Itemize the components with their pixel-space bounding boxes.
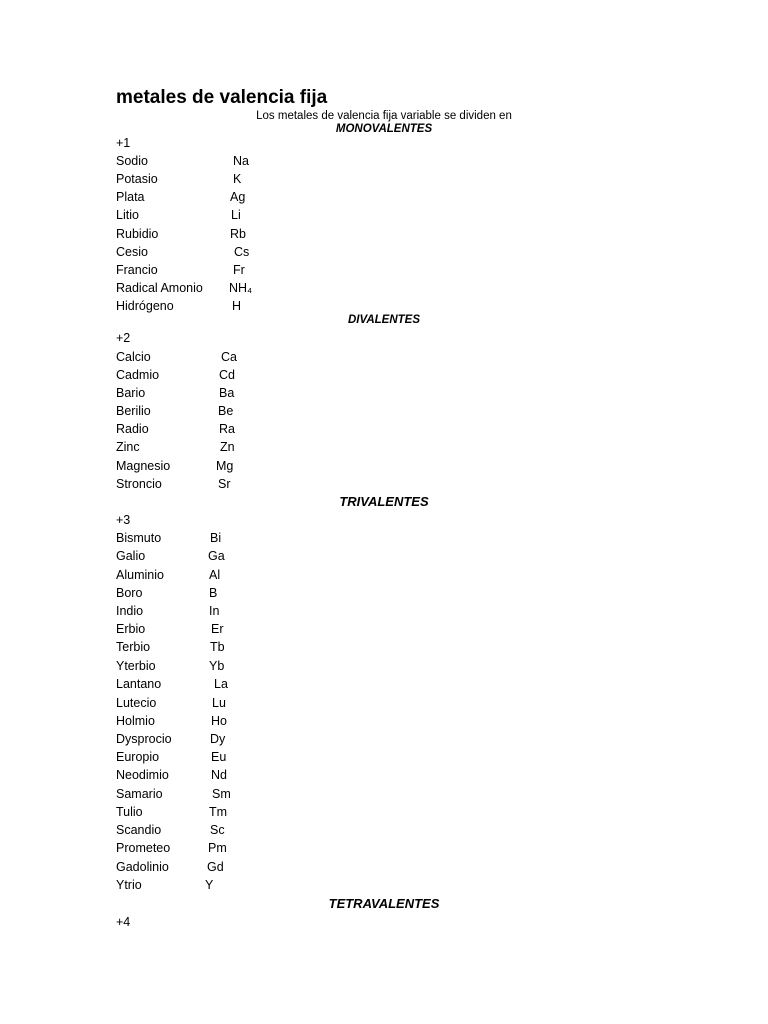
element-name: Radical Amonio <box>116 281 203 295</box>
element-name: Boro <box>116 586 143 600</box>
element-symbol: Cd <box>219 368 235 382</box>
element-name: Tulio <box>116 805 143 819</box>
element-name: Stroncio <box>116 477 162 491</box>
element-name: Cadmio <box>116 368 160 382</box>
document-title: metales de valencia fija <box>116 87 328 108</box>
element-name: Hidrógeno <box>116 299 174 313</box>
element-symbol: Dy <box>210 732 226 746</box>
element-symbol: Er <box>211 622 224 636</box>
element-name: Scandio <box>116 823 162 837</box>
element-symbol: Sm <box>212 787 231 801</box>
element-symbol: Gd <box>207 860 224 874</box>
element-name: Terbio <box>116 640 151 654</box>
element-symbol: NH₄ <box>229 281 253 295</box>
element-name: Galio <box>116 549 146 563</box>
element-name: Erbio <box>116 622 146 636</box>
group-valence-divalentes: +2 <box>116 331 131 345</box>
element-name: Berilio <box>116 404 151 418</box>
element-symbol: Rb <box>230 227 246 241</box>
group-heading-trivalentes: TRIVALENTES <box>339 494 429 509</box>
element-symbol: Y <box>205 878 214 892</box>
element-name: Zinc <box>116 440 140 454</box>
element-name: Potasio <box>116 172 158 186</box>
element-name: Aluminio <box>116 568 164 582</box>
element-name: Cesio <box>116 245 148 259</box>
element-symbol: Tm <box>209 805 228 819</box>
element-name: Rubidio <box>116 227 159 241</box>
element-name: Europio <box>116 750 160 764</box>
element-name: Francio <box>116 263 158 277</box>
element-symbol: Bi <box>210 531 222 545</box>
element-symbol: Zn <box>220 440 235 454</box>
element-symbol: B <box>209 586 218 600</box>
element-symbol: Ag <box>230 190 246 204</box>
group-heading-tetravalentes: TETRAVALENTES <box>328 896 440 911</box>
element-name: Samario <box>116 787 163 801</box>
element-symbol: Fr <box>233 263 245 277</box>
element-symbol: Ho <box>211 714 227 728</box>
element-symbol: H <box>232 299 242 313</box>
element-name: Bario <box>116 386 146 400</box>
element-name: Indio <box>116 604 144 618</box>
group-valence-trivalentes: +3 <box>116 513 131 527</box>
element-name: Radio <box>116 422 149 436</box>
element-symbol: Li <box>231 208 241 222</box>
element-symbol: Pm <box>208 841 227 855</box>
element-name: Magnesio <box>116 459 171 473</box>
element-symbol: In <box>209 604 220 618</box>
element-symbol: Ba <box>219 386 235 400</box>
element-name: Plata <box>116 190 145 204</box>
element-name: Dysprocio <box>116 732 172 746</box>
element-name: Sodio <box>116 154 148 168</box>
element-symbol: Ga <box>208 549 225 563</box>
element-name: Lutecio <box>116 696 157 710</box>
group-heading-monovalentes: MONOVALENTES <box>335 123 433 135</box>
element-name: Prometeo <box>116 841 171 855</box>
group-valence-tetravalentes: +4 <box>116 915 131 929</box>
element-symbol: Ca <box>221 350 237 364</box>
element-name: Calcio <box>116 350 151 364</box>
element-symbol: Be <box>218 404 234 418</box>
element-symbol: La <box>214 677 228 691</box>
element-name: Neodimio <box>116 768 169 782</box>
element-symbol: Mg <box>216 459 234 473</box>
element-name: Holmio <box>116 714 155 728</box>
element-symbol: Lu <box>212 696 226 710</box>
element-symbol: Sr <box>218 477 231 491</box>
element-symbol: Nd <box>211 768 227 782</box>
element-name: Yterbio <box>116 659 156 673</box>
element-name: Ytrio <box>116 878 142 892</box>
document-subtitle: Los metales de valencia fija variable se dividen en <box>256 110 512 122</box>
element-symbol: Sc <box>210 823 225 837</box>
element-symbol: Cs <box>234 245 250 259</box>
element-symbol: Na <box>233 154 249 168</box>
element-symbol: Ra <box>219 422 235 436</box>
group-valence-monovalentes: +1 <box>116 136 131 150</box>
element-name: Litio <box>116 208 139 222</box>
element-symbol: K <box>233 172 242 186</box>
element-symbol: Al <box>209 568 221 582</box>
element-symbol: Eu <box>211 750 227 764</box>
element-symbol: Tb <box>210 640 225 654</box>
element-name: Lantano <box>116 677 162 691</box>
element-symbol: Yb <box>209 659 225 673</box>
element-name: Bismuto <box>116 531 162 545</box>
element-name: Gadolinio <box>116 860 169 874</box>
group-heading-divalentes: DIVALENTES <box>348 314 420 326</box>
